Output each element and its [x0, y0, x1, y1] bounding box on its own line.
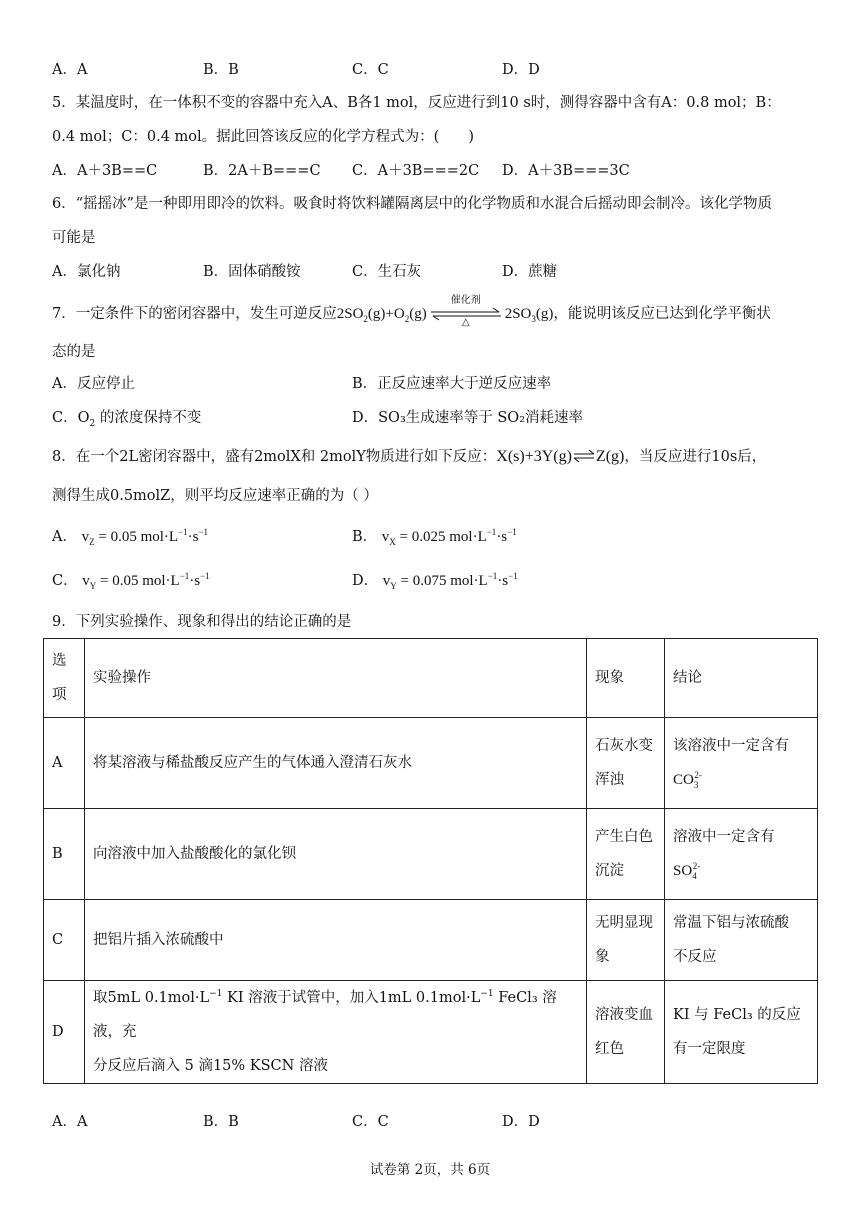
q5-option-a: A．A＋3B==C	[52, 163, 158, 179]
row-operation: 把铝片插入浓硫酸中	[85, 900, 587, 981]
row-option: B	[44, 809, 85, 900]
q8-stem-line2: 测得生成0.5molZ，则平均反应速率正确的为（ ）	[52, 488, 378, 504]
q8-option-b: B． $v_X = 0.025$ $mol\cdot L^{-1}\cdot s^{-1}$	[352, 527, 517, 547]
q7-option-b: B．正反应速率大于逆反应速率	[352, 376, 552, 392]
q8-option-a: A． $v_Z = 0.05$ $mol\cdot L^{-1}\cdot s^{-1}$	[52, 527, 209, 547]
q7-prefix: 7．一定条件下的密闭容器中，发生可逆反应	[52, 306, 337, 322]
option-d: D．D	[502, 62, 540, 78]
header-conclusion: 结论	[665, 639, 818, 718]
row-phenomenon: 无明显现 象	[587, 900, 665, 981]
q6-option-d: D．蔗糖	[502, 264, 558, 280]
q7-equation-left: $2SO_2(g)+O_2(g)$	[336, 306, 427, 324]
q9-option-b: B．B	[203, 1114, 239, 1130]
q9-option-c: C．C	[352, 1114, 389, 1130]
q8-option-c: C． $v_Y = 0.05$ $mol\cdot L^{-1}\cdot s^{-1}$	[52, 571, 210, 591]
q5-stem-line1: 5．某温度时，在一体积不变的容器中充入A、B各1 mol，反应进行到10 s时，测得容器中含有A：0.8 mol；B：	[52, 95, 781, 111]
q6-option-a: A．氯化钠	[52, 264, 121, 280]
q8-equation: X(s)+3Y(g) Z(g)	[496, 448, 625, 465]
header-operation: 实验操作	[85, 639, 587, 718]
q8-suffix: ，当反应进行10s后，	[624, 449, 767, 465]
table-row	[44, 981, 818, 1084]
row-conclusion: 常温下铝与浓硫酸 不反应	[665, 900, 818, 981]
q5-option-b: B．2A＋B===C	[203, 163, 321, 179]
row-phenomenon: 溶液变血 红色	[587, 981, 665, 1084]
q7-option-a: A．反应停止	[52, 376, 135, 392]
row-option: C	[44, 900, 85, 981]
q9-option-d: D．D	[502, 1114, 540, 1130]
q7-heat-label: △	[461, 317, 470, 328]
q5-option-d: D．A＋3B===3C	[502, 163, 630, 179]
row-phenomenon: 产生白色 沉淀	[587, 809, 665, 900]
row-option: D	[44, 981, 85, 1084]
q7-option-c: C．$O_2$ 的浓度保持不变	[52, 410, 202, 429]
option-c: C．C	[352, 62, 389, 78]
q6-option-c: C．生石灰	[352, 264, 422, 280]
q9-option-a: A．A	[52, 1114, 88, 1130]
row-operation: 向溶液中加入盐酸酸化的氯化钡	[85, 809, 587, 900]
option-b: B．B	[203, 62, 239, 78]
page-footer: 试卷第 2页，共 6页	[369, 1162, 491, 1178]
q7-equation-right: $2SO_3(g)$	[504, 306, 554, 324]
q7-suffix: ，能说明该反应已达到化学平衡状	[553, 306, 771, 322]
table-row	[44, 718, 818, 809]
q8-prefix: 8．在一个2L密闭容器中，盛有2molX和 2molY物质进行如下反应：	[52, 449, 497, 465]
q9-stem: 9．下列实验操作、现象和得出的结论正确的是	[52, 614, 352, 630]
q7-stem-line1	[52, 295, 771, 328]
table-row	[44, 900, 818, 981]
row-conclusion: KI 与 FeCl₃ 的反应 有一定限度	[665, 981, 818, 1084]
reversible-arrow-icon	[572, 449, 596, 463]
row-operation: 取5mL $0.1mol\cdot L^{-1}$ KI 溶液于试管中，加入1mL $0.1mol\cdot L^{-1}$ FeCl₃ 溶液，充 分反应后滴入 5 滴15% KSCN 溶液	[85, 981, 587, 1084]
table-row	[44, 809, 818, 900]
row-phenomenon: 石灰水变 浑浊	[587, 718, 665, 809]
q7-catalyst-label: 催化剂	[450, 295, 481, 306]
q7-option-d: D．SO₃生成速率等于 SO₂消耗速率	[352, 410, 584, 426]
q7-equilibrium-arrow	[429, 295, 503, 328]
row-operation: 将某溶液与稀盐酸反应产生的气体通入澄清石灰水	[85, 718, 587, 809]
q8-stem-line1	[52, 447, 766, 467]
experiment-table	[43, 638, 818, 1084]
header-phenomenon: 现象	[587, 639, 665, 718]
row-conclusion: 该溶液中一定含有 $CO_3^{2-}$	[665, 718, 818, 809]
q6-option-b: B．固体硝酸铵	[203, 264, 301, 280]
q8-option-d: D． $v_Y = 0.075$ $mol\cdot L^{-1}\cdot s^{-1}$	[352, 571, 518, 591]
q6-stem-line2: 可能是	[52, 230, 96, 246]
table-header-row	[44, 639, 818, 718]
row-option: A	[44, 718, 85, 809]
row-conclusion: 溶液中一定含有 $SO_4^{2-}$	[665, 809, 818, 900]
header-option: 选 项	[44, 639, 85, 718]
q5-stem-line2: 0.4 mol；C：0.4 mol。据此回答该反应的化学方程式为：( )	[52, 129, 474, 145]
option-a: A．A	[52, 62, 88, 78]
q7-stem-line2: 态的是	[52, 344, 96, 360]
q5-option-c: C．A＋3B===2C	[352, 163, 480, 179]
q6-stem-line1: 6．“摇摇冰”是一种即用即冷的饮料。吸食时将饮料罐隔离层中的化学物质和水混合后摇动即会制冷。该化学物质	[52, 196, 773, 212]
